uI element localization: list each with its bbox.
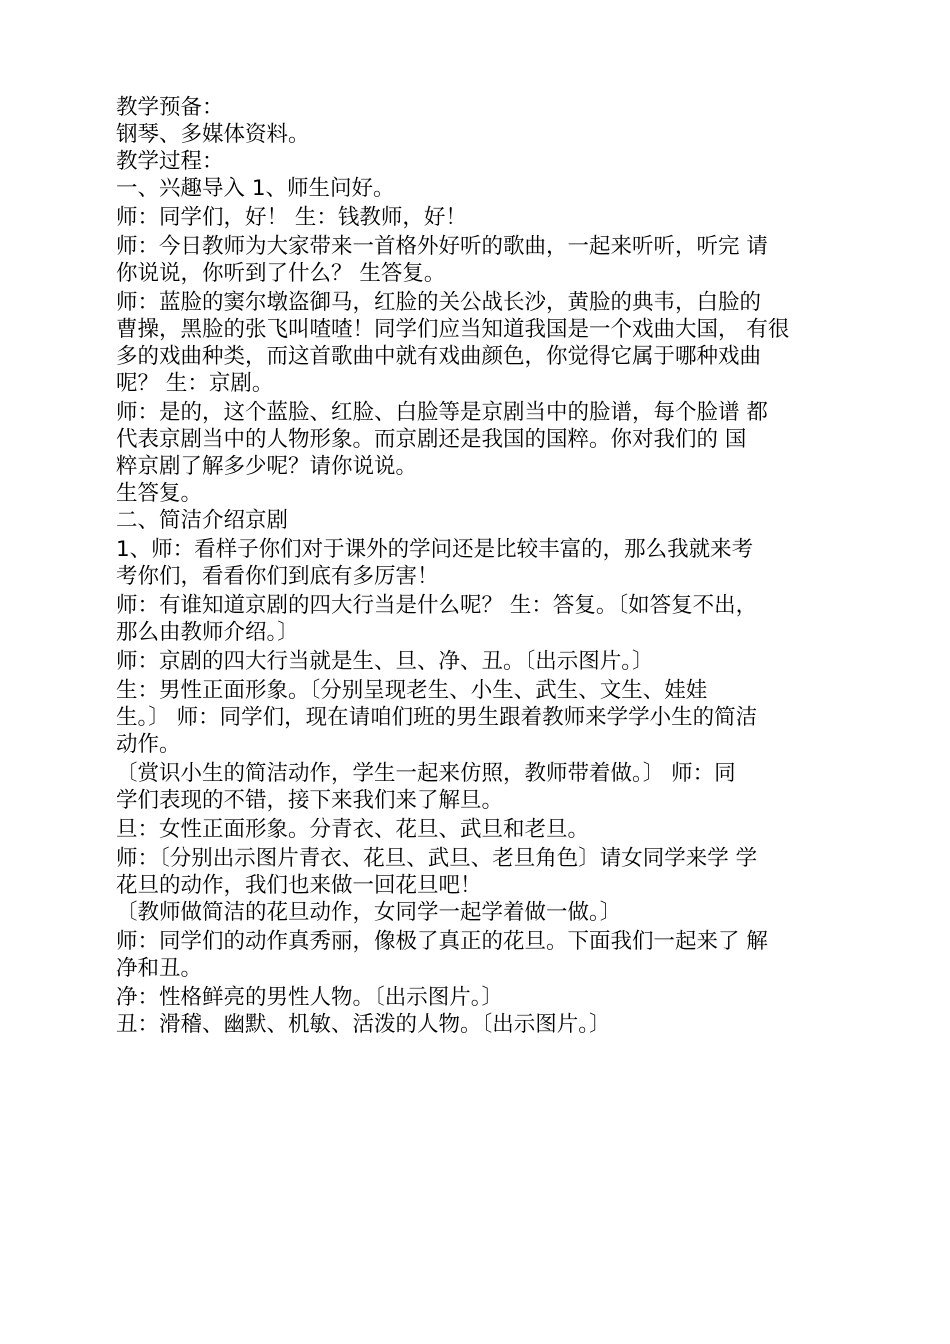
text-line: 师：京剧的四大行当就是生、旦、净、丑。〔出示图片。〕 bbox=[116, 649, 654, 674]
text-line: 曹操，黑脸的张飞叫喳喳！同学们应当知道我国是一个戏曲大国， 有很 bbox=[116, 317, 790, 342]
text-line: 那么由教师介绍。〕 bbox=[116, 620, 299, 645]
text-line: 二、简洁介绍京剧 bbox=[116, 508, 289, 533]
text-line: 旦：女性正面形象。分青衣、花旦、武旦和老旦。 bbox=[116, 817, 590, 842]
text-line: 净：性格鲜亮的男性人物。〔出示图片。〕 bbox=[116, 985, 504, 1010]
text-line: 生答复。 bbox=[116, 481, 203, 506]
text-line: 粹京剧了解多少呢？请你说说。 bbox=[116, 454, 418, 479]
text-line: 师：是的，这个蓝脸、红脸、白脸等是京剧当中的脸谱，每个脸谱 都 bbox=[116, 400, 768, 425]
text-line: 丑：滑稽、幽默、机敏、活泼的人物。〔出示图片。〕 bbox=[116, 1012, 611, 1037]
text-line: 动作。 bbox=[116, 732, 181, 757]
text-line: 1、师：看样子你们对于课外的学问还是比较丰富的，那么我就来考 bbox=[116, 537, 754, 562]
text-line: 花旦的动作，我们也来做一回花旦吧！ bbox=[116, 873, 482, 898]
text-line: 学们表现的不错，接下来我们来了解旦。 bbox=[116, 788, 504, 813]
text-line: 师：同学们，好！ 生：钱教师，好！ bbox=[116, 205, 467, 230]
text-line: 师：蓝脸的窦尔墩盗御马，红脸的关公战长沙，黄脸的典韦，白脸的 bbox=[116, 290, 762, 315]
text-line: 考你们，看看你们到底有多厉害！ bbox=[116, 564, 439, 589]
text-line: 代表京剧当中的人物形象。而京剧还是我国的国粹。你对我们的 国 bbox=[116, 427, 747, 452]
text-line: 〔教师做简洁的花旦动作，女同学一起学着做一做。〕 bbox=[116, 900, 622, 925]
text-line: 教学过程： bbox=[116, 149, 224, 174]
document-body bbox=[116, 94, 846, 1038]
text-line: 教学预备： bbox=[116, 95, 224, 120]
text-line: 师：同学们的动作真秀丽，像极了真正的花旦。下面我们一起来了 解 bbox=[116, 929, 768, 954]
text-line: 生。〕 师：同学们，现在请咱们班的男生跟着教师来学学小生的简洁 bbox=[116, 705, 758, 730]
text-line: 净和丑。 bbox=[116, 956, 203, 981]
text-line: 多的戏曲种类，而这首歌曲中就有戏曲颜色，你觉得它属于哪种戏曲 bbox=[116, 344, 762, 369]
text-line: 一、兴趣导入 1、师生问好。 bbox=[116, 176, 395, 201]
text-line: 〔赏识小生的简洁动作，学生一起来仿照，教师带着做。〕 师：同 bbox=[116, 761, 736, 786]
text-line: 师：有谁知道京剧的四大行当是什么呢？ 生：答复。〔如答复不出， bbox=[116, 593, 758, 618]
text-line: 师：今日教师为大家带来一首格外好听的歌曲，一起来听听，听完 请 bbox=[116, 234, 768, 259]
text-line: 生：男性正面形象。〔分别呈现老生、小生、武生、文生、娃娃 bbox=[116, 678, 708, 703]
text-line: 钢琴、多媒体资料。 bbox=[116, 122, 310, 147]
text-line: 师：〔分别出示图片青衣、花旦、武旦、老旦角色〕请女同学来学 学 bbox=[116, 846, 758, 871]
text-line: 呢？ 生：京剧。 bbox=[116, 371, 274, 396]
text-line: 你说说，你听到了什么？ 生答复。 bbox=[116, 261, 446, 286]
